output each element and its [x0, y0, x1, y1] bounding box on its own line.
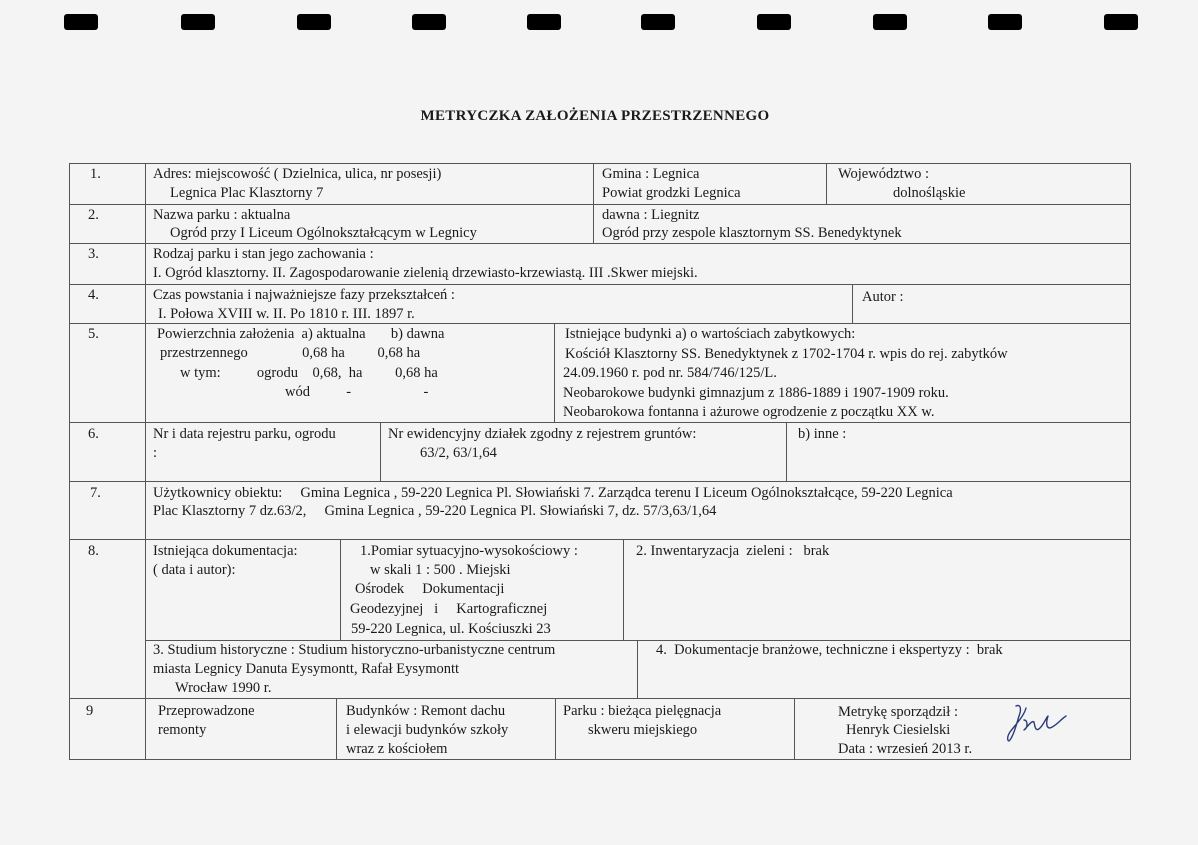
history-study-line-1: 3. Studium historyczne : Studium historyczno-urbanistyczne centrum	[153, 642, 556, 658]
users-line-2: Plac Klasztorny 7 dz.63/2, Gmina Legnica , 59-220 Legnica Pl. Słowiański 7, dz. 57/3,63/1,64	[153, 503, 717, 519]
buildings-line-2: 24.09.1960 r. pod nr. 584/746/125/L.	[563, 365, 777, 381]
voivodeship-label: Województwo :	[838, 166, 930, 182]
prepared-by-name: Henryk Ciesielski	[846, 722, 951, 738]
expertise-docs: 4. Dokumentacje branżowe, techniczne i ekspertyzy : brak	[656, 642, 1003, 658]
row-number: 9	[86, 703, 94, 719]
plots-label: Nr ewidencyjny działek zgodny z rejestrem gruntów:	[388, 426, 697, 442]
punch-hole	[527, 14, 561, 30]
table-border-line	[554, 323, 555, 422]
buildings-line-3: Neobarokowe budynki gimnazjum z 1886-1889 i 1907-1909 roku.	[563, 385, 949, 401]
row-number: 1.	[90, 166, 101, 182]
prepared-by-label: Metrykę sporządził :	[838, 704, 958, 720]
table-border-line	[637, 640, 638, 698]
area-line-4: wód - -	[285, 384, 429, 400]
table-border-line	[69, 204, 1131, 205]
other-label: b) inne :	[798, 426, 847, 442]
park-name-current-value: Ogród przy I Liceum Ogólnokształcącym w Legnicy	[170, 225, 477, 241]
table-border-line	[145, 163, 146, 759]
punch-hole	[988, 14, 1022, 30]
history-study-line-3: Wrocław 1990 r.	[175, 680, 272, 696]
table-border-line	[340, 539, 341, 640]
table-border-line	[69, 422, 1131, 423]
punch-hole	[297, 14, 331, 30]
park-name-old-value: Ogród przy zespole klasztornym SS. Benedyktynek	[602, 225, 902, 241]
register-label: Nr i data rejestru parku, ogrodu	[153, 426, 336, 442]
prepared-date: Data : wrzesień 2013 r.	[838, 741, 973, 757]
buildings-label: Istniejące budynki a) o wartościach zabytkowych:	[565, 326, 856, 342]
park-name-current-label: Nazwa parku : aktualna	[153, 207, 291, 223]
survey-line-5: 59-220 Legnica, ul. Kościuszki 23	[351, 621, 551, 637]
table-border-line	[623, 539, 624, 640]
park-maintenance-2: skweru miejskiego	[588, 722, 698, 738]
table-border-line	[69, 539, 1131, 540]
table-border-line	[1130, 163, 1131, 759]
row-number: 3.	[88, 246, 99, 262]
punch-hole	[412, 14, 446, 30]
table-border-line	[593, 163, 594, 243]
history-study-line-2: miasta Legnicy Danuta Eysymontt, Rafał Eysymontt	[153, 661, 460, 677]
address-label: Adres: miejscowość ( Dzielnica, ulica, nr posesji)	[153, 166, 442, 182]
author-label: Autor :	[862, 289, 904, 305]
handwritten-signature	[1002, 698, 1072, 748]
table-border-line	[69, 163, 1131, 164]
table-border-line	[852, 284, 853, 323]
survey-line-1: 1.Pomiar sytuacyjno-wysokościowy :	[360, 543, 578, 559]
row-number: 4.	[88, 287, 99, 303]
table-border-line	[69, 284, 1131, 285]
table-border-line	[69, 243, 1131, 244]
renovations-sublabel: remonty	[158, 722, 207, 738]
powiat-text: Powiat grodzki Legnica	[602, 185, 741, 201]
table-border-line	[786, 422, 787, 481]
table-border-line	[69, 698, 1131, 699]
row-number: 8.	[88, 543, 99, 559]
table-border-line	[69, 163, 70, 759]
area-line-2: przestrzennego 0,68 ha 0,68 ha	[160, 345, 421, 361]
greenery-inventory: 2. Inwentaryzacja zieleni : brak	[636, 543, 830, 559]
buildings-renovation-2: i elewacji budynków szkoły	[346, 722, 509, 738]
plots-value: 63/2, 63/1,64	[420, 445, 497, 461]
survey-line-4: Geodezyjnej i Kartograficznej	[350, 601, 548, 617]
area-line-1: Powierzchnia założenia a) aktualna b) dawna	[157, 326, 445, 342]
documentation-sublabel: ( data i autor):	[153, 562, 236, 578]
phases-label: Czas powstania i najważniejsze fazy przekształceń :	[153, 287, 455, 303]
punch-hole	[181, 14, 215, 30]
address-value: Legnica Plac Klasztorny 7	[170, 185, 324, 201]
buildings-line-1: Kościół Klasztorny SS. Benedyktynek z 1702-1704 r. wpis do rej. zabytków	[565, 346, 1008, 362]
punch-hole	[873, 14, 907, 30]
punch-hole	[641, 14, 675, 30]
register-value: :	[153, 445, 158, 461]
row-number: 6.	[88, 426, 99, 442]
park-type-value: I. Ogród klasztorny. II. Zagospodarowanie zielenią drzewiasto-krzewiastą. III .Skwer miejski.	[153, 265, 698, 281]
table-border-line	[826, 163, 827, 204]
area-line-3: w tym: ogrodu 0,68, ha 0,68 ha	[180, 365, 438, 381]
voivodeship-value: dolnośląskie	[893, 185, 966, 201]
page-title: METRYCZKA ZAŁOŻENIA PRZESTRZENNEGO	[420, 108, 770, 124]
table-border-line	[69, 759, 1131, 760]
table-border-line	[555, 698, 556, 759]
phases-value: I. Połowa XVIII w. II. Po 1810 r. III. 1897 r.	[158, 306, 415, 322]
table-border-line	[380, 422, 381, 481]
park-type-label: Rodzaj parku i stan jego zachowania :	[153, 246, 374, 262]
table-border-line	[794, 698, 795, 759]
buildings-renovation-1: Budynków : Remont dachu	[346, 703, 506, 719]
survey-line-3: Ośrodek Dokumentacji	[355, 581, 505, 597]
park-maintenance-1: Parku : bieżąca pielęgnacja	[563, 703, 722, 719]
renovations-label: Przeprowadzone	[158, 703, 255, 719]
buildings-line-4: Neobarokowa fontanna i ażurowe ogrodzenie z początku XX w.	[563, 404, 935, 420]
gmina-text: Gmina : Legnica	[602, 166, 700, 182]
row-number: 2.	[88, 207, 99, 223]
row-number: 7.	[90, 485, 101, 501]
survey-line-2: w skali 1 : 500 . Miejski	[370, 562, 511, 578]
users-line-1: Użytkownicy obiektu: Gmina Legnica , 59-220 Legnica Pl. Słowiański 7. Zarządca terenu I Liceum Ogólnokształcące, 59-220 Legnica	[153, 485, 953, 501]
table-border-line	[336, 698, 337, 759]
punch-hole	[757, 14, 791, 30]
row-number: 5.	[88, 326, 99, 342]
park-name-old-label: dawna : Liegnitz	[602, 207, 700, 223]
table-border-line	[69, 481, 1131, 482]
punch-hole	[64, 14, 98, 30]
documentation-label: Istniejąca dokumentacja:	[153, 543, 298, 559]
punch-hole	[1104, 14, 1138, 30]
buildings-renovation-3: wraz z kościołem	[346, 741, 448, 757]
